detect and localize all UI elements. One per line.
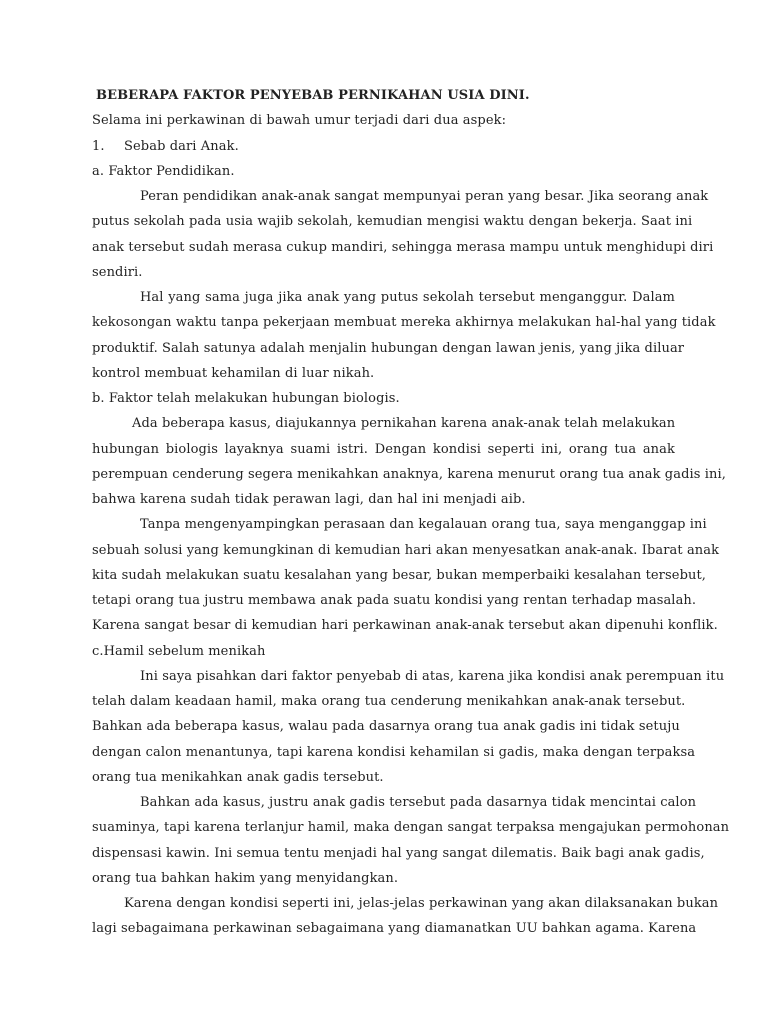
paragraph-line: Karena dengan kondisi seperti ini, jelas-jelas perkawinan yang akan dilaksanakan bukan: [124, 896, 719, 911]
paragraph-line: kekosongan waktu tanpa pekerjaan membuat mereka akhirnya melakukan hal-hal yang tidak: [92, 315, 716, 330]
paragraph-line: orang tua menikahkan anak gadis tersebut.: [92, 770, 384, 785]
paragraph-line: Tanpa mengenyampingkan perasaan dan kegalauan orang tua, saya menganggap ini: [140, 517, 707, 532]
paragraph-line: lagi sebagaimana perkawinan sebagaimana yang diamanatkan UU bahkan agama. Karena: [92, 921, 697, 936]
paragraph-line: putus sekolah pada usia wajib sekolah, kemudian mengisi waktu dengan bekerja. Saat ini: [92, 214, 693, 229]
paragraph-line: anak tersebut sudah merasa cukup mandiri, sehingga merasa mampu untuk menghidupi diri: [92, 240, 714, 255]
paragraph-line: bahwa karena sudah tidak perawan lagi, dan hal ini menjadi aib.: [92, 492, 526, 507]
paragraph-line: orang tua bahkan hakim yang menyidangkan.: [92, 871, 399, 886]
paragraph-line: Ada beberapa kasus, diajukannya pernikahan karena anak-anak telah melakukan: [132, 416, 676, 431]
paragraph-line: Hal yang sama juga jika anak yang putus sekolah tersebut menganggur. Dalam: [140, 290, 675, 305]
paragraph-line: Ini saya pisahkan dari faktor penyebab di atas, karena jika kondisi anak perempuan itu: [140, 669, 725, 684]
paragraph-line: sendiri.: [92, 265, 143, 280]
paragraph-line: Bahkan ada beberapa kasus, walau pada dasarnya orang tua anak gadis ini tidak setuju: [92, 719, 680, 734]
list-number: 1.: [92, 139, 105, 154]
paragraph-line: perempuan cenderung segera menikahkan anaknya, karena menurut orang tua anak gadis ini,: [92, 467, 726, 482]
section-heading-c: c.Hamil sebelum menikah: [92, 644, 266, 659]
paragraph-line: Karena sangat besar di kemudian hari perkawinan anak-anak tersebut akan dipenuhi konflik.: [92, 618, 718, 633]
paragraph-line: suaminya, tapi karena terlanjur hamil, maka dengan sangat terpaksa mengajukan permohonan: [92, 820, 730, 835]
paragraph-line: telah dalam keadaan hamil, maka orang tua cenderung menikahkan anak-anak tersebut.: [92, 694, 686, 709]
list-item: [92, 138, 675, 156]
paragraph-line: kontrol membuat kehamilan di luar nikah.: [92, 366, 375, 381]
paragraph-line: dengan calon menantunya, tapi karena kondisi kehamilan si gadis, maka dengan terpaksa: [92, 745, 696, 760]
intro-line: Selama ini perkawinan di bawah umur terjadi dari dua aspek:: [92, 113, 507, 128]
paragraph-line: hubungan biologis layaknya suami istri. Dengan kondisi seperti ini, orang tua anak: [92, 442, 675, 457]
section-heading-b: b. Faktor telah melakukan hubungan biologis.: [92, 391, 400, 406]
paragraph-line: kita sudah melakukan suatu kesalahan yang besar, bukan memperbaiki kesalahan tersebut,: [92, 568, 707, 583]
paragraph-line: sebuah solusi yang kemungkinan di kemudian hari akan menyesatkan anak-anak. Ibarat anak: [92, 543, 720, 558]
section-heading-a: a. Faktor Pendidikan.: [92, 164, 235, 179]
paragraph-line: Bahkan ada kasus, justru anak gadis tersebut pada dasarnya tidak mencintai calon: [140, 795, 697, 810]
paragraph-line: Peran pendidikan anak-anak sangat mempunyai peran yang besar. Jika seorang anak: [140, 189, 709, 204]
document-title: BEBERAPA FAKTOR PENYEBAB PERNIKAHAN USIA DINI.: [96, 88, 530, 103]
paragraph-line: tetapi orang tua justru membawa anak pada suatu kondisi yang rentan terhadap masalah.: [92, 593, 697, 608]
list-text: Sebab dari Anak.: [124, 139, 239, 154]
paragraph-line: produktif. Salah satunya adalah menjalin hubungan dengan lawan jenis, yang jika diluar: [92, 341, 685, 356]
paragraph-line: dispensasi kawin. Ini semua tentu menjadi hal yang sangat dilematis. Baik bagi anak gadis,: [92, 846, 705, 861]
